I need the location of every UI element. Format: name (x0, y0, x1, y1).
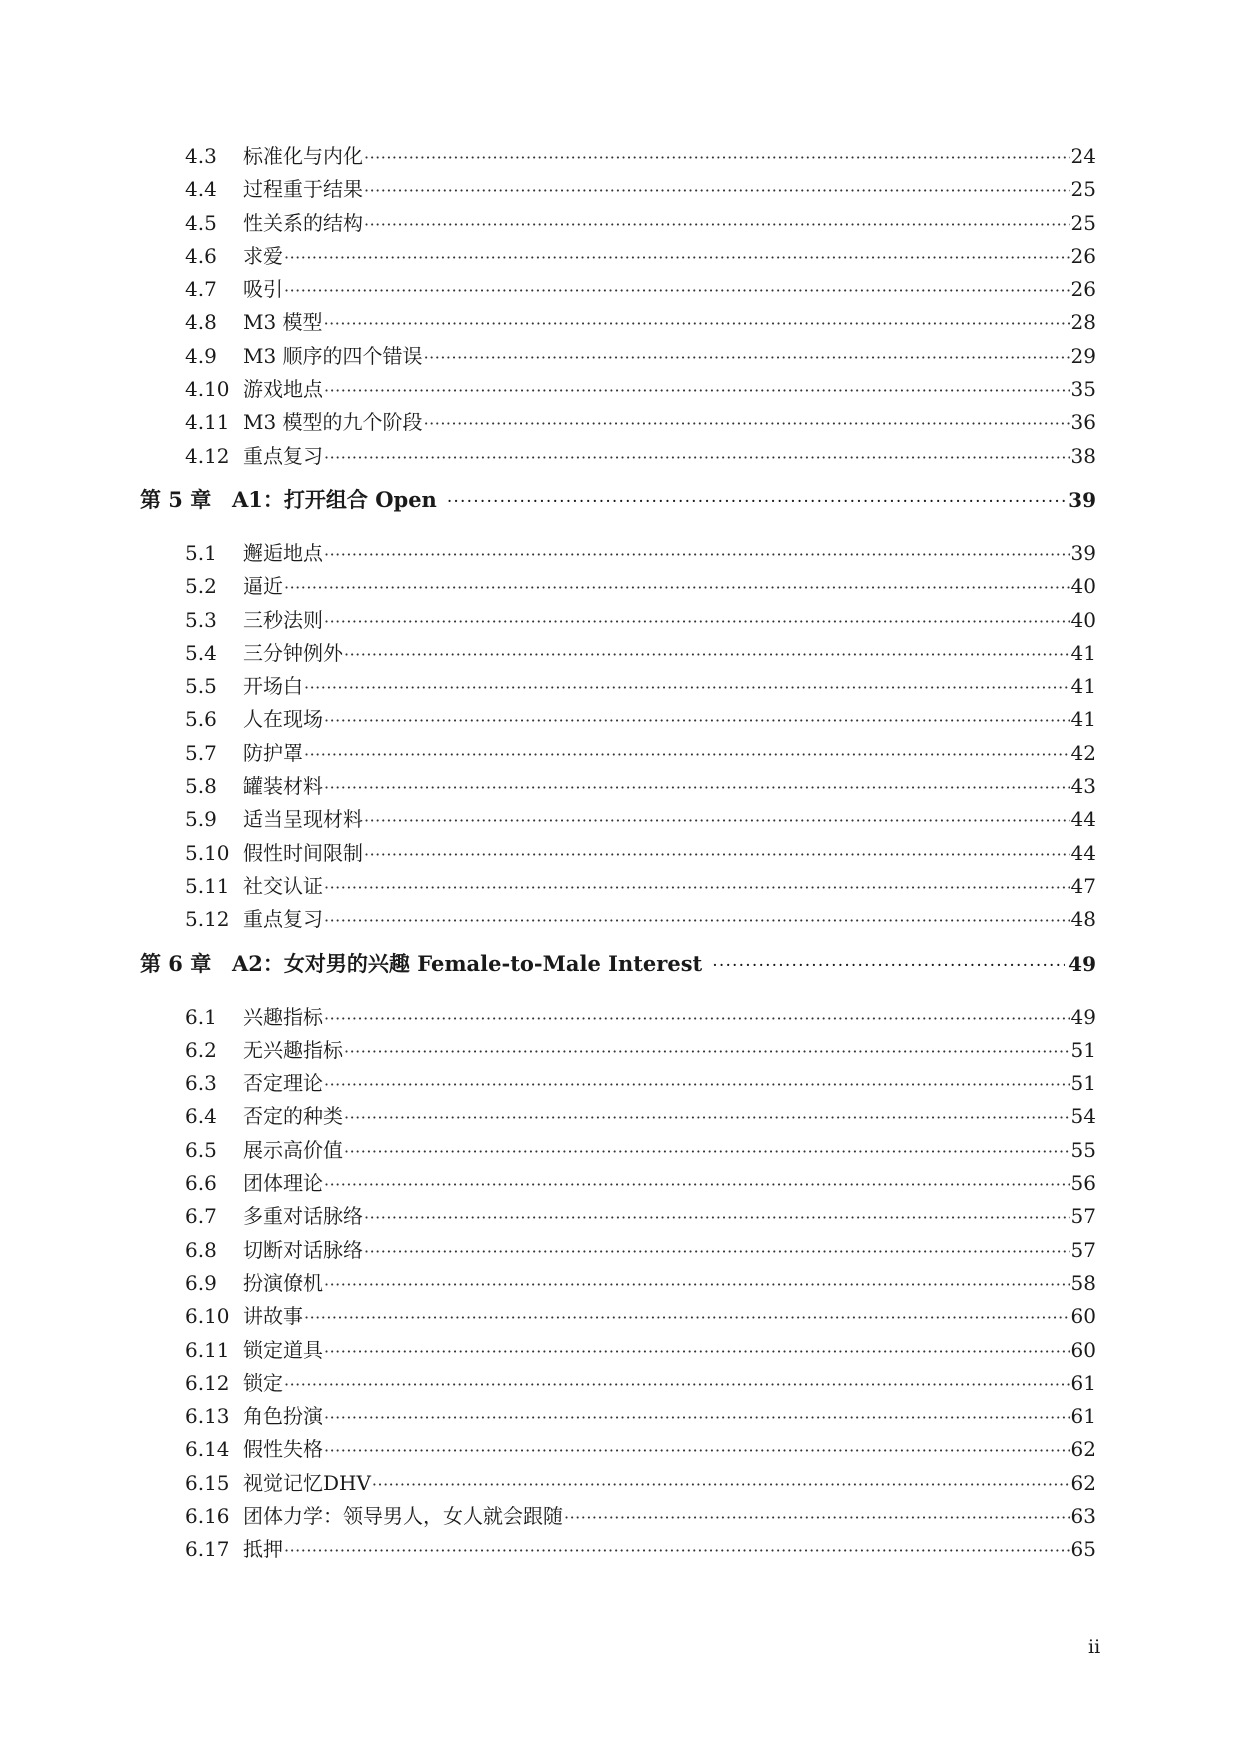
dot-leader (324, 1408, 1070, 1427)
toc-entry[interactable] (140, 173, 1096, 206)
section-number: 4.5 (185, 210, 217, 235)
dot-leader (364, 1242, 1070, 1261)
section-number: 5.4 (185, 640, 217, 665)
section-page-number: 61 (1070, 1404, 1096, 1429)
toc-entry[interactable] (140, 207, 1096, 240)
toc-chapter-6[interactable] (140, 948, 1096, 994)
dot-leader (324, 778, 1070, 797)
section-page-number: 57 (1070, 1204, 1096, 1229)
toc-entry[interactable] (140, 703, 1096, 736)
section-page-number: 26 (1070, 277, 1096, 302)
chapter-title: A1：打开组合 Open (232, 486, 437, 512)
section-number: 5.10 (185, 840, 230, 865)
section-title: 无兴趣指标 (243, 1037, 343, 1062)
section-title: 吸引 (243, 277, 283, 302)
section-page-number: 44 (1070, 807, 1096, 832)
section-title: 求爱 (243, 243, 283, 268)
dot-leader (344, 1042, 1070, 1061)
section-page-number: 41 (1070, 674, 1096, 699)
section-number: 6.10 (185, 1304, 230, 1329)
section-title: 开场白 (243, 674, 303, 699)
section-page-number: 40 (1070, 574, 1096, 599)
section-title: 讲故事 (243, 1304, 303, 1329)
section-page-number: 49 (1070, 1004, 1096, 1029)
toc-entry[interactable] (140, 1367, 1096, 1400)
section-page-number: 62 (1070, 1437, 1096, 1462)
section-title: 多重对话脉络 (243, 1204, 363, 1229)
toc-entry[interactable] (140, 570, 1096, 603)
dot-leader (324, 314, 1070, 333)
toc-section-group (140, 140, 1096, 473)
dot-leader (364, 215, 1070, 234)
toc-entry[interactable] (140, 803, 1096, 836)
toc-entry[interactable] (140, 737, 1096, 770)
section-number: 4.3 (185, 144, 217, 168)
section-number: 6.8 (185, 1237, 217, 1262)
section-title: 抵押 (243, 1537, 283, 1562)
dot-leader (324, 1441, 1070, 1460)
section-title: 视觉记忆DHV (243, 1470, 371, 1495)
section-page-number: 40 (1070, 607, 1096, 632)
section-page-number: 29 (1070, 343, 1096, 368)
dot-leader (364, 181, 1070, 200)
toc-entry[interactable] (140, 140, 1096, 173)
section-title: M3 顺序的四个错误 (243, 343, 423, 368)
toc-entry[interactable] (140, 1001, 1096, 1034)
dot-leader (284, 1375, 1070, 1394)
dot-leader (324, 545, 1070, 564)
section-title: 团体力学：领导男人，女人就会跟随 (243, 1503, 563, 1528)
section-title: 扮演僚机 (243, 1270, 323, 1295)
toc-entry[interactable] (140, 870, 1096, 903)
section-number: 4.9 (185, 343, 217, 368)
toc-entry[interactable] (140, 1067, 1096, 1100)
toc-entry[interactable] (140, 240, 1096, 273)
toc-entry[interactable] (140, 670, 1096, 703)
section-number: 6.6 (185, 1171, 217, 1196)
section-title: 锁定 (243, 1370, 283, 1395)
section-title: 重点复习 (243, 443, 323, 468)
section-number: 4.8 (185, 310, 217, 335)
dot-leader (324, 878, 1070, 897)
section-number: 6.4 (185, 1104, 217, 1129)
section-number: 6.13 (185, 1404, 230, 1429)
section-title: 游戏地点 (243, 377, 323, 402)
toc-entry[interactable] (140, 637, 1096, 670)
section-page-number: 55 (1070, 1137, 1096, 1162)
section-number: 6.15 (185, 1470, 230, 1495)
section-page-number: 43 (1070, 774, 1096, 799)
dot-leader (424, 348, 1070, 367)
section-title: 切断对话脉络 (243, 1237, 363, 1262)
section-title: 假性失格 (243, 1437, 323, 1462)
toc-entry[interactable] (140, 1400, 1096, 1433)
section-page-number: 36 (1070, 410, 1096, 435)
section-page-number: 65 (1070, 1537, 1096, 1562)
section-title: M3 模型的九个阶段 (243, 410, 423, 435)
section-page-number: 63 (1070, 1503, 1096, 1528)
section-page-number: 41 (1070, 640, 1096, 665)
dot-leader (564, 1508, 1070, 1527)
section-number: 6.17 (185, 1537, 230, 1562)
section-number: 5.5 (185, 674, 217, 699)
toc-section-group (140, 1001, 1096, 1567)
section-number: 5.2 (185, 574, 217, 599)
section-number: 5.12 (185, 907, 230, 932)
chapter-page-number: 39 (1068, 487, 1096, 512)
section-page-number: 28 (1070, 310, 1096, 335)
section-title: 否定理论 (243, 1071, 323, 1096)
dot-leader (447, 492, 1065, 512)
section-number: 4.6 (185, 243, 217, 268)
dot-leader (364, 845, 1070, 864)
section-page-number: 26 (1070, 243, 1096, 268)
dot-leader (712, 956, 1065, 976)
dot-leader (304, 678, 1070, 697)
toc-entry[interactable] (140, 837, 1096, 870)
dot-leader (284, 248, 1070, 267)
toc-entry[interactable] (140, 1533, 1096, 1566)
toc-entry[interactable] (140, 1034, 1096, 1067)
section-title: 否定的种类 (243, 1104, 343, 1129)
toc-entry[interactable] (140, 1467, 1096, 1500)
section-page-number: 51 (1070, 1037, 1096, 1062)
toc-entry[interactable] (140, 1200, 1096, 1233)
dot-leader (304, 1308, 1070, 1327)
dot-leader (364, 811, 1070, 830)
section-page-number: 42 (1070, 740, 1096, 765)
section-page-number: 39 (1070, 540, 1096, 565)
toc-entry[interactable] (140, 1334, 1096, 1367)
section-title: 标准化与内化 (243, 144, 363, 168)
dot-leader (344, 645, 1070, 664)
toc-entry[interactable] (140, 373, 1096, 406)
section-number: 6.11 (185, 1337, 230, 1362)
toc-entry[interactable] (140, 903, 1096, 936)
section-number: 5.6 (185, 707, 217, 732)
section-number: 5.9 (185, 807, 217, 832)
dot-leader (372, 1475, 1070, 1494)
section-title: 展示高价值 (243, 1137, 343, 1162)
section-page-number: 25 (1070, 177, 1096, 202)
toc-entry[interactable] (140, 406, 1096, 439)
section-title: 邂逅地点 (243, 540, 323, 565)
section-page-number: 62 (1070, 1470, 1096, 1495)
section-page-number: 60 (1070, 1337, 1096, 1362)
section-page-number: 48 (1070, 907, 1096, 932)
toc-entry[interactable] (140, 1100, 1096, 1133)
table-of-contents (140, 140, 1096, 1567)
chapter-number: 第 6 章 (140, 950, 212, 976)
section-page-number: 61 (1070, 1370, 1096, 1395)
section-number: 6.5 (185, 1137, 217, 1162)
toc-entry[interactable] (140, 1234, 1096, 1267)
toc-chapter-5[interactable] (140, 484, 1096, 530)
chapter-page-number: 49 (1068, 951, 1096, 976)
section-title: 角色扮演 (243, 1404, 323, 1429)
toc-entry[interactable] (140, 604, 1096, 637)
section-page-number: 51 (1070, 1071, 1096, 1096)
section-page-number: 47 (1070, 873, 1096, 898)
chapter-title: A2：女对男的兴趣 Female-to-Male Interest (232, 950, 703, 976)
dot-leader (324, 1175, 1070, 1194)
section-title: 防护罩 (243, 740, 303, 765)
dot-leader (324, 1342, 1070, 1361)
toc-entry[interactable] (140, 273, 1096, 306)
section-number: 6.12 (185, 1370, 230, 1395)
section-number: 6.14 (185, 1437, 230, 1462)
dot-leader (364, 148, 1070, 167)
toc-entry[interactable] (140, 537, 1096, 570)
dot-leader (364, 1208, 1070, 1227)
section-page-number: 44 (1070, 840, 1096, 865)
toc-entry[interactable] (140, 1300, 1096, 1333)
section-page-number: 38 (1070, 443, 1096, 468)
toc-entry[interactable] (140, 1267, 1096, 1300)
dot-leader (324, 448, 1070, 467)
section-title: 锁定道具 (243, 1337, 323, 1362)
toc-entry[interactable] (140, 440, 1096, 473)
section-title: 性关系的结构 (243, 210, 363, 235)
section-number: 4.7 (185, 277, 217, 302)
page-folio: ii (1088, 1636, 1101, 1658)
dot-leader (324, 1075, 1070, 1094)
section-number: 6.7 (185, 1204, 217, 1229)
section-title: 三秒法则 (243, 607, 323, 632)
section-number: 4.10 (185, 377, 230, 402)
dot-leader (424, 414, 1070, 433)
dot-leader (324, 911, 1070, 930)
section-page-number: 57 (1070, 1237, 1096, 1262)
toc-entry[interactable] (140, 1167, 1096, 1200)
chapter-number: 第 5 章 (140, 486, 212, 512)
section-title: 三分钟例外 (243, 640, 343, 665)
section-page-number: 54 (1070, 1104, 1096, 1129)
dot-leader (284, 1541, 1070, 1560)
section-page-number: 41 (1070, 707, 1096, 732)
dot-leader (324, 381, 1070, 400)
section-number: 6.2 (185, 1037, 217, 1062)
section-number: 5.7 (185, 740, 217, 765)
section-title: 人在现场 (243, 707, 323, 732)
dot-leader (324, 1275, 1070, 1294)
dot-leader (304, 745, 1070, 764)
section-number: 4.4 (185, 177, 217, 202)
dot-leader (284, 281, 1070, 300)
section-page-number: 24 (1070, 144, 1096, 168)
section-page-number: 58 (1070, 1270, 1096, 1295)
dot-leader (324, 1009, 1070, 1028)
section-number: 5.8 (185, 774, 217, 799)
dot-leader (324, 711, 1070, 730)
section-title: 兴趣指标 (243, 1004, 323, 1029)
section-page-number: 56 (1070, 1171, 1096, 1196)
section-number: 4.11 (185, 410, 230, 435)
toc-entry[interactable] (140, 1500, 1096, 1533)
section-title: 适当呈现材料 (243, 807, 363, 832)
section-number: 5.11 (185, 873, 230, 898)
section-number: 5.1 (185, 540, 217, 565)
section-title: 过程重于结果 (243, 177, 363, 202)
section-number: 6.9 (185, 1270, 217, 1295)
toc-entry[interactable] (140, 1433, 1096, 1466)
section-title: 逼近 (243, 574, 283, 599)
section-number: 5.3 (185, 607, 217, 632)
section-title: 社交认证 (243, 873, 323, 898)
section-number: 6.3 (185, 1071, 217, 1096)
section-number: 6.16 (185, 1503, 230, 1528)
dot-leader (324, 612, 1070, 631)
toc-entry[interactable] (140, 770, 1096, 803)
section-page-number: 35 (1070, 377, 1096, 402)
section-number: 4.12 (185, 443, 230, 468)
section-title: 罐装材料 (243, 774, 323, 799)
section-title: 假性时间限制 (243, 840, 363, 865)
dot-leader (344, 1108, 1070, 1127)
toc-entry[interactable] (140, 340, 1096, 373)
dot-leader (284, 578, 1070, 597)
section-number: 6.1 (185, 1004, 217, 1029)
toc-section-group (140, 537, 1096, 937)
toc-entry[interactable] (140, 1134, 1096, 1167)
dot-leader (344, 1142, 1070, 1161)
toc-entry[interactable] (140, 306, 1096, 339)
section-page-number: 60 (1070, 1304, 1096, 1329)
section-title: M3 模型 (243, 310, 323, 335)
section-title: 团体理论 (243, 1171, 323, 1196)
section-title: 重点复习 (243, 907, 323, 932)
section-page-number: 25 (1070, 210, 1096, 235)
